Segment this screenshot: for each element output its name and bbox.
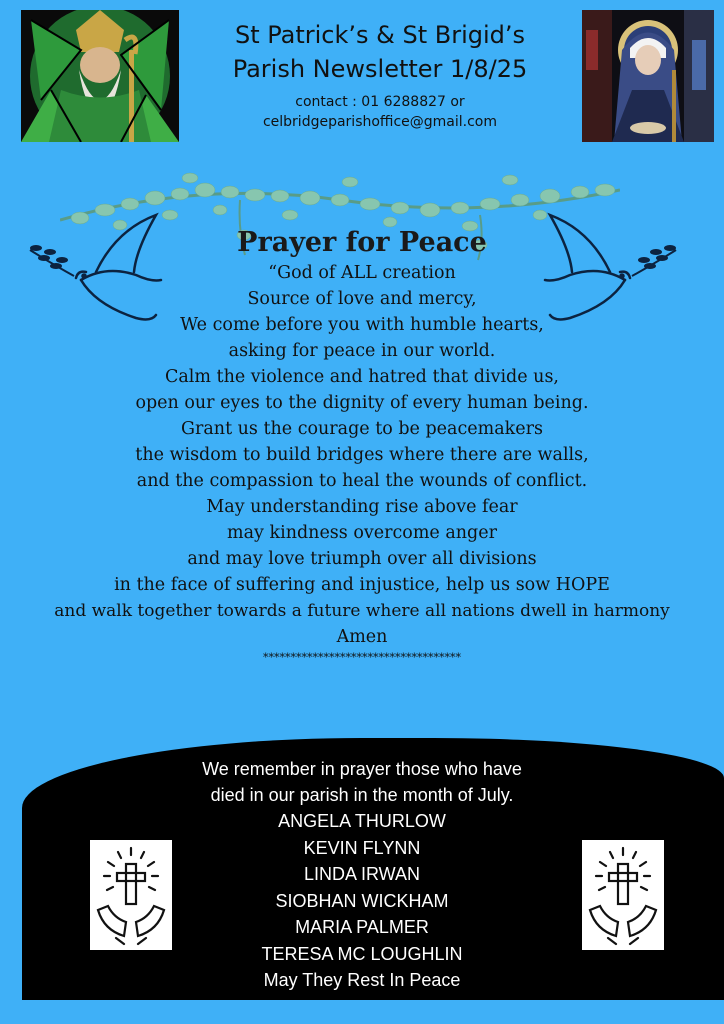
prayer-line: and may love triumph over all divisions [187,549,537,569]
prayer-line: and walk together towards a future where all nations dwell in harmony [54,601,670,621]
memorial-intro-line2: died in our parish in the month of July. [210,785,514,805]
prayer-line: We come before you with humble hearts, [180,315,544,335]
separator-stars: ************************************ [263,651,461,664]
prayer-line: the wisdom to build bridges where there are walls, [135,445,589,465]
prayer-line: may kindness overcome anger [227,523,497,543]
prayer-line: open our eyes to the dignity of every human being. [135,393,589,413]
deceased-name: TERESA MC LOUGHLIN [261,943,463,964]
memorial-intro-line1: We remember in prayer those who have [202,759,522,779]
prayer-line: and the compassion to heal the wounds of conflict. [136,471,588,491]
contact-phone: contact : 01 6288827 or [295,94,465,110]
deceased-name: KEVIN FLYNN [303,837,421,858]
prayer-line: Source of love and mercy, [247,289,477,309]
newsletter-title-line2: Parish Newsletter 1/8/25 [232,55,528,83]
deceased-name: LINDA IRWAN [303,864,421,884]
prayer-line: “God of ALL creation [268,263,456,283]
deceased-name: SIOBHAN WICKHAM [275,890,449,911]
prayer-title: Prayer for Peace [237,227,487,258]
deceased-name: MARIA PALMER [295,917,429,937]
prayer-line: asking for peace in our world. [228,341,496,361]
prayer-for-peace [0,226,724,666]
prayer-line: May understanding rise above fear [206,497,518,517]
newsletter-header [180,18,580,132]
prayer-line: Calm the violence and hatred that divide us, [164,367,559,387]
cross-hands-icon [582,840,664,950]
newsletter-title-line1: St Patrick’s & St Brigid’s [234,21,526,49]
contact-email: celbridgeparishoffice@gmail.com [262,114,498,130]
prayer-line: in the face of suffering and injustice, help us sow HOPE [114,575,610,595]
prayer-amen: Amen [336,627,388,647]
memorial-closing: May They Rest In Peace [263,970,461,990]
prayer-line: Grant us the courage to be peacemakers [181,419,543,439]
st-brigid-portrait [582,10,714,142]
deceased-name: ANGELA THURLOW [278,811,446,831]
st-patrick-portrait [21,10,179,142]
